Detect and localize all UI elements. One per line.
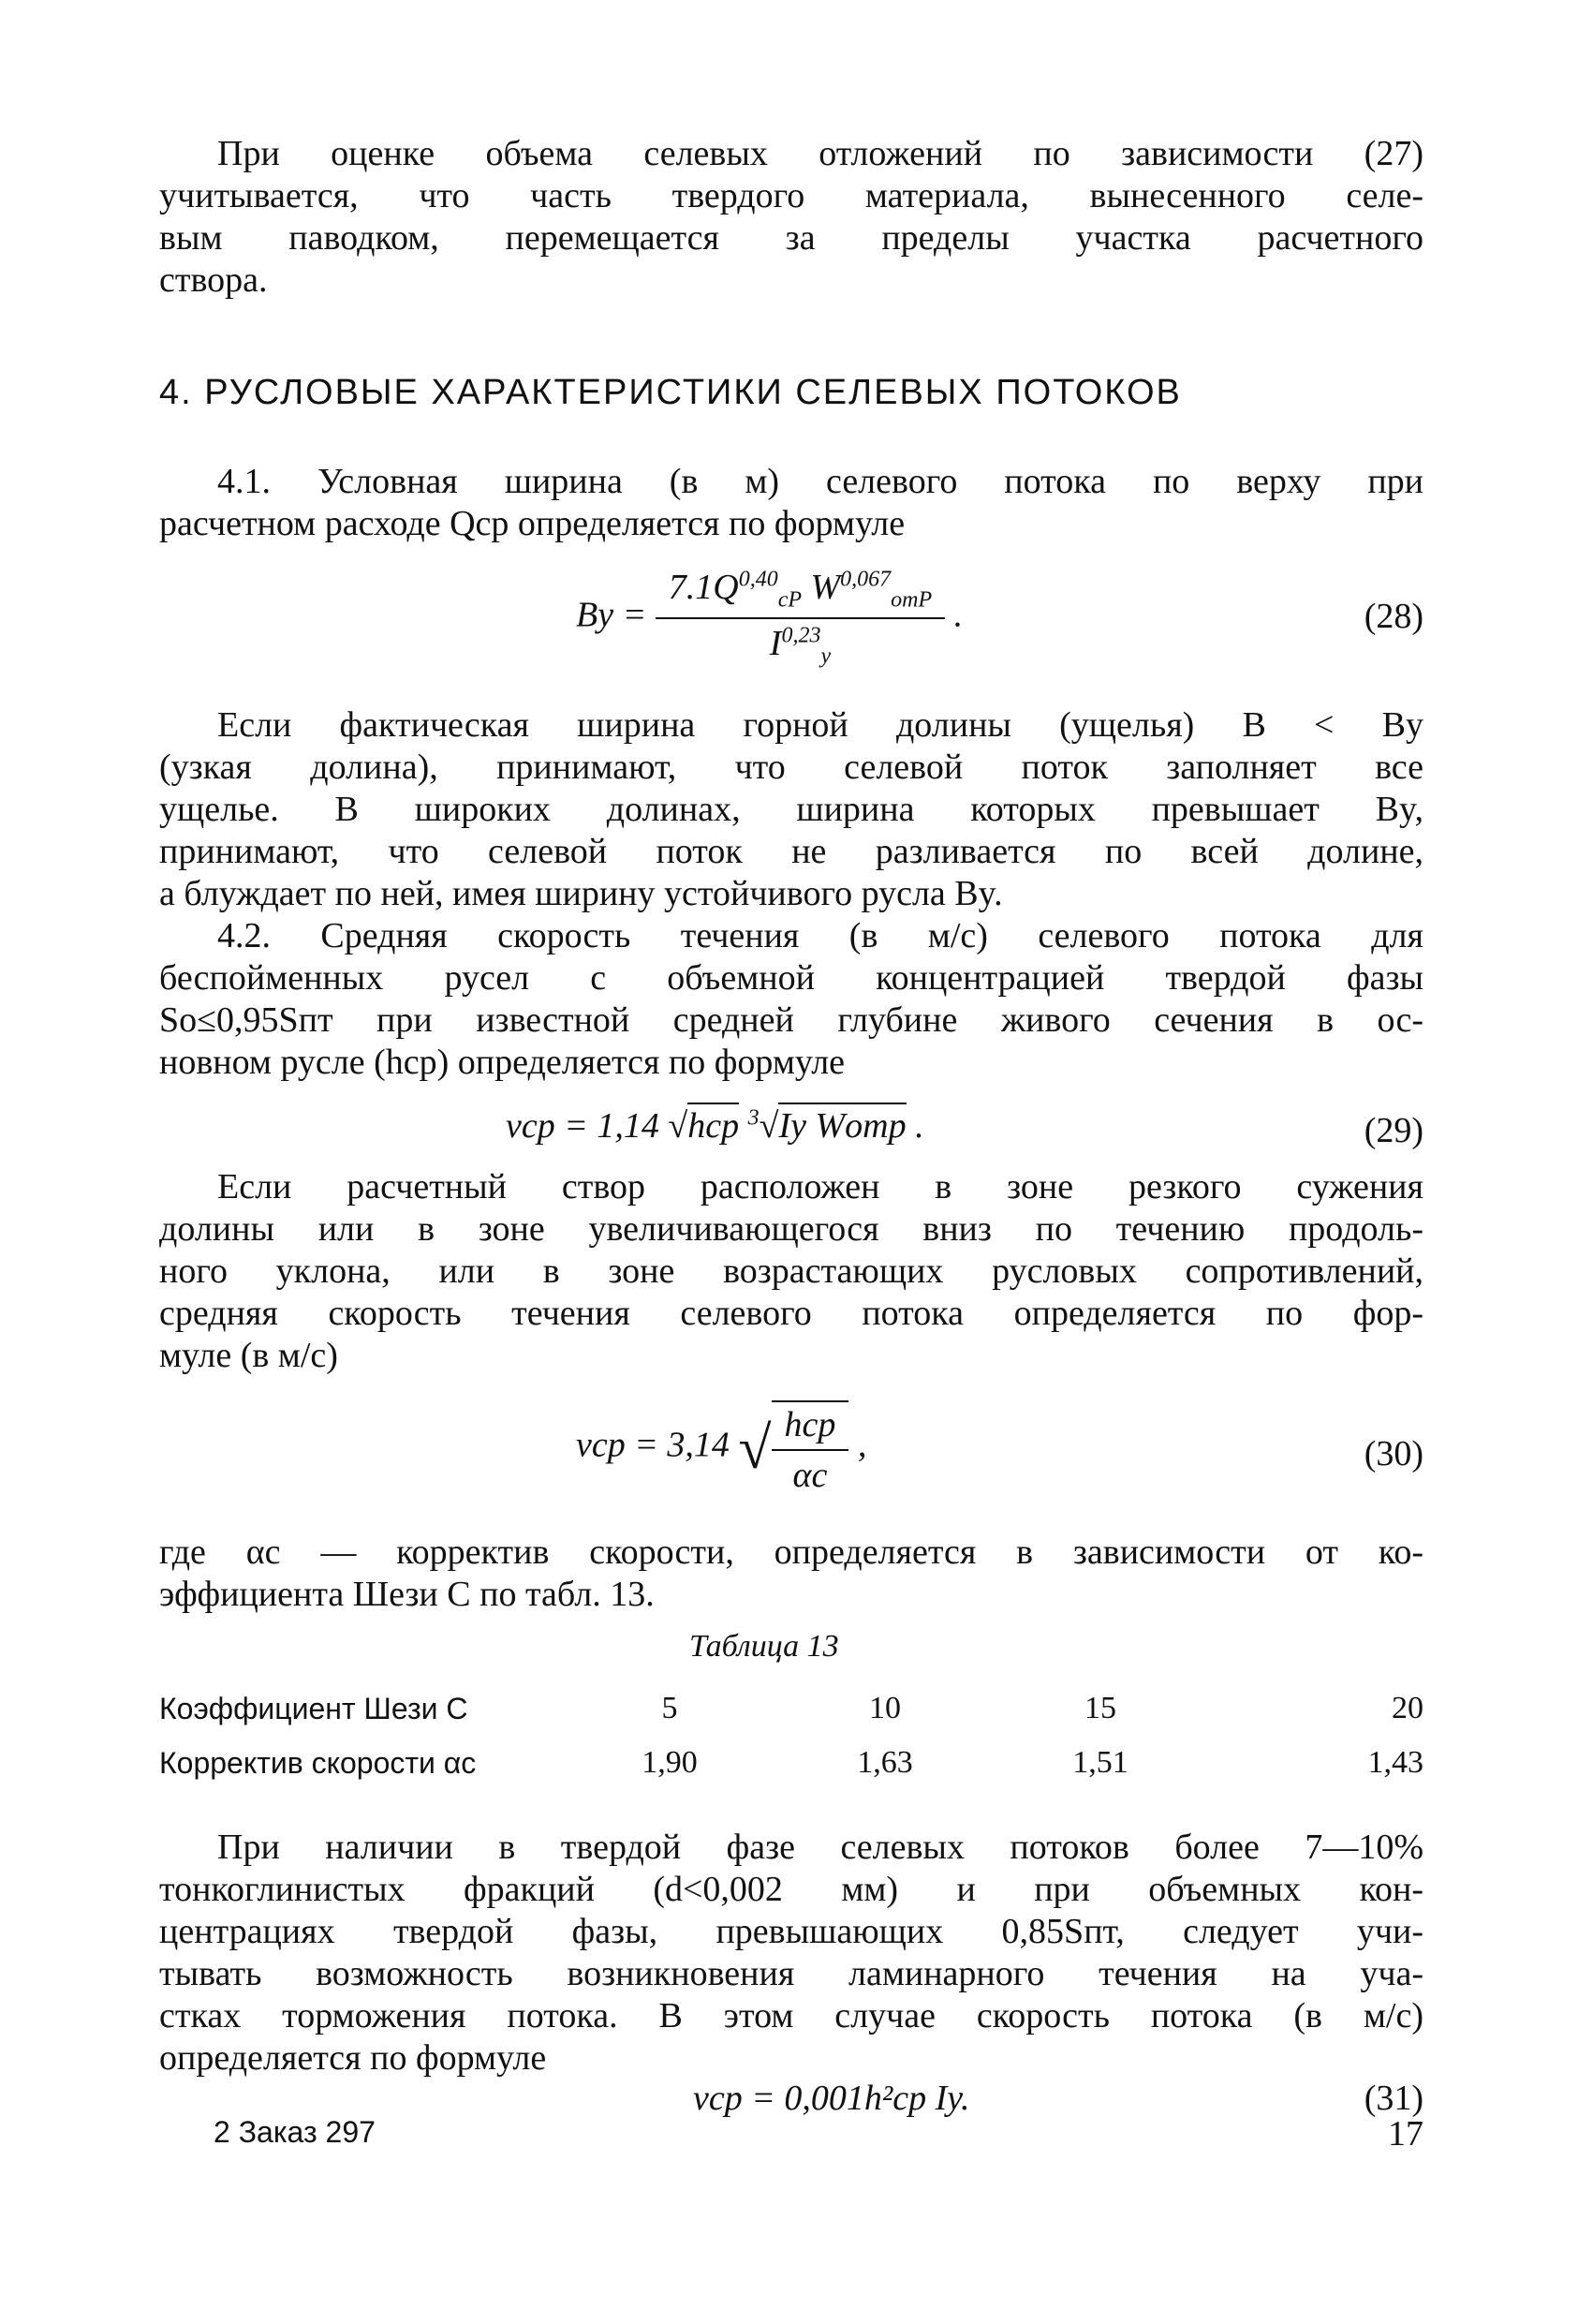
text-line: беспойменных русел с объемной концентрацией твердой фазы: [159, 958, 1423, 998]
paragraph-4-1: [159, 461, 1423, 545]
formula-lhs: By =: [576, 595, 647, 635]
text-line: Если фактическая ширина горной долины (ущелья) B < By: [217, 705, 1423, 745]
subscript: y: [820, 644, 832, 669]
text-line: Если расчетный створ расположен в зоне резкого сужения: [217, 1167, 1423, 1206]
text-line: створа.: [159, 260, 268, 300]
fraction-numerator: hср: [772, 1404, 849, 1451]
text-line: центрациях твердой фазы, превышающих 0,85Sпт, следует учи-: [159, 1912, 1423, 1951]
paragraph-intro: [159, 133, 1423, 302]
text-line: муле (в м/с): [159, 1336, 338, 1375]
radicand: Iy Wотр: [778, 1103, 906, 1146]
exponent: 0,40: [738, 567, 778, 592]
formula-30: [576, 1400, 866, 1496]
text-line: ного уклона, или в зоне возрастающих русловых сопротивлений,: [159, 1251, 1423, 1291]
text-line: учитывается, что часть твердого материала, вынесенного селе-: [159, 176, 1423, 215]
fraction: [656, 567, 945, 669]
paragraph-narrowing: [159, 1166, 1423, 1377]
i-symbol: I: [769, 623, 782, 663]
text-line: При наличии в твердой фазе селевых потоков более 7—10%: [217, 1828, 1423, 1867]
equation-number: (28): [1364, 597, 1423, 636]
formula-tail: .: [953, 595, 964, 635]
fraction-denominator: αс: [792, 1456, 828, 1495]
paragraph-width: [159, 704, 1423, 915]
table-cell: 1,51: [1072, 1745, 1128, 1780]
table-cell: 1,90: [642, 1745, 698, 1780]
page-number: 17: [1388, 2114, 1423, 2154]
sqrt-sign: √: [668, 1106, 688, 1146]
table-caption: Таблица 13: [689, 1629, 839, 1664]
fraction-numerator: [656, 567, 945, 619]
formula-28: [576, 567, 963, 669]
formula-tail: ,: [857, 1425, 867, 1465]
formula-lhs: vср = 1,14: [506, 1106, 659, 1146]
text-line: 4.1. Условная ширина (в м) селевого потока по верху при: [217, 462, 1423, 501]
table-cell: 5: [661, 1691, 678, 1725]
text-line: тывать возможность возникновения ламинарного течения на уча-: [159, 1954, 1423, 1993]
table-cell: 1,43: [1367, 1745, 1423, 1780]
text-line: определяется по формуле: [159, 2038, 547, 2078]
table-cell: 10: [869, 1691, 901, 1725]
coefficient-table: [159, 1681, 1423, 1790]
paragraph-alpha: [159, 1532, 1423, 1616]
root-index: 3: [747, 1105, 760, 1131]
formula-29: [506, 1105, 924, 1147]
section-heading: 4. РУСЛОВЫЕ ХАРАКТЕРИСТИКИ СЕЛЕВЫХ ПОТОКОВ: [159, 373, 1182, 412]
table-cell: 1,63: [857, 1745, 913, 1780]
text-line: 4.2. Средняя скорость течения (в м/с) селевого потока для: [217, 916, 1423, 955]
subscript: отP: [891, 587, 933, 613]
text-line: Sо≤0,95Sпт при известной средней глубине живого сечения в ос-: [159, 1000, 1423, 1040]
table-row-label: Корректив скорости αс: [159, 1745, 477, 1780]
text-line: а блуждает по ней, имея ширину устойчивого русла By.: [159, 874, 1003, 913]
fraction-denominator: [656, 619, 945, 670]
text-line: новном русле (hср) определяется по формуле: [159, 1043, 846, 1082]
formula-lhs: vср = 3,14: [576, 1425, 730, 1465]
formula-31: vср = 0,001h²ср Iy.: [693, 2079, 970, 2118]
text-line: принимают, что селевой поток не разливается по всей долине,: [159, 832, 1423, 871]
text-line: эффициента Шези C по табл. 13.: [159, 1575, 655, 1614]
text-line: ущелье. В широких долинах, ширина которых превышает By,: [159, 790, 1423, 829]
text-line: расчетном расходе Qср определяется по формуле: [159, 504, 906, 543]
text-line: средняя скорость течения селевого потока определяется по фор-: [159, 1294, 1423, 1333]
equation-number: (31): [1364, 2079, 1423, 2118]
text-line: При оценке объема селевых отложений по зависимости (27): [217, 134, 1423, 173]
footer-order-note: 2 Заказ 297: [214, 2115, 376, 2149]
exponent: 0,23: [781, 622, 821, 647]
sqrt-sign: √: [738, 1414, 772, 1481]
text-line: (узкая долина), принимают, что селевой поток заполняет все: [159, 748, 1423, 787]
text-line: тонкоглинистых фракций (d<0,002 мм) и при объемных кон-: [159, 1870, 1423, 1909]
equation-number: (30): [1364, 1434, 1423, 1473]
table-cell: 15: [1084, 1691, 1116, 1725]
formula-tail: .: [915, 1106, 924, 1146]
table-row: [159, 1736, 1423, 1790]
radicand: hср: [687, 1103, 739, 1146]
subscript: cP: [777, 587, 802, 613]
equation-number: (29): [1364, 1111, 1423, 1150]
sqrt-sign: √: [759, 1106, 779, 1146]
coef-symbol: 7.1Q: [668, 568, 739, 607]
exponent: 0,067: [840, 567, 892, 592]
text-line: долины или в зоне увеличивающегося вниз по течению продоль-: [159, 1209, 1423, 1249]
fraction: [772, 1400, 849, 1496]
table-row-label: Коэффициент Шези C: [159, 1691, 468, 1725]
text-line: вым паводком, перемещается за пределы участка расчетного: [159, 218, 1423, 258]
paragraph-4-2: [159, 915, 1423, 1084]
table-row: [159, 1681, 1423, 1736]
text-line: стках торможения потока. В этом случае скорость потока (в м/с): [159, 1996, 1423, 2035]
text-line: где αс — корректив скорости, определяется в зависимости от ко-: [159, 1532, 1423, 1572]
paragraph-laminar: [159, 1827, 1423, 2080]
table-cell: 20: [1392, 1691, 1423, 1725]
w-symbol: W: [810, 568, 841, 607]
